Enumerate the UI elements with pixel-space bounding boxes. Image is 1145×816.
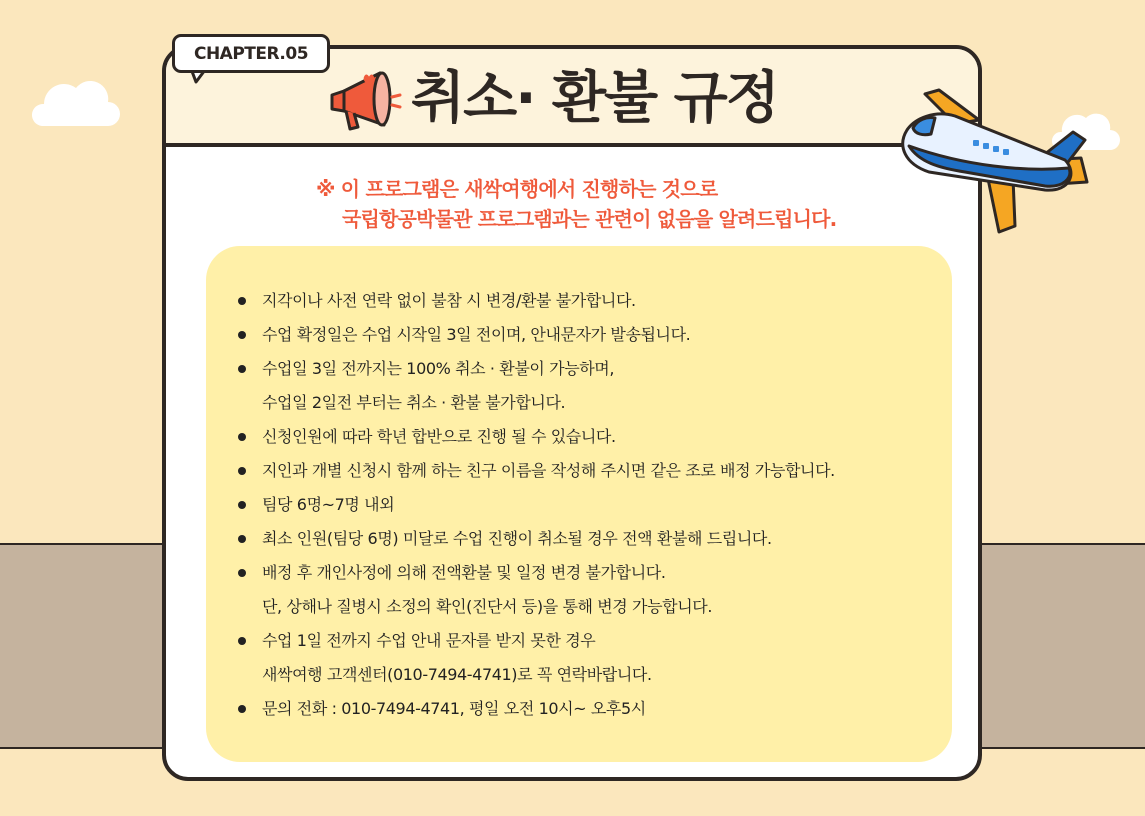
rule-text: 문의 전화 : 010-7494-4741, 평일 오전 10시~ 오후5시 <box>262 699 646 718</box>
airplane-icon <box>895 86 1095 246</box>
notice-line-2: 국립항공박물관 프로그램과는 관련이 없음을 알려드립니다. <box>342 207 837 231</box>
bullet-icon <box>238 535 246 543</box>
notice-text <box>316 174 836 234</box>
rules-box <box>206 246 952 762</box>
bullet-icon <box>238 433 246 441</box>
bullet-icon <box>238 331 246 339</box>
rule-text: 최소 인원(팀당 6명) 미달로 수업 진행이 취소될 경우 전액 환불해 드립니다. <box>262 529 772 548</box>
rule-text: 지인과 개별 신청시 함께 하는 친구 이름을 작성해 주시면 같은 조로 배정 가능합니다. <box>262 461 835 480</box>
rule-text: 배정 후 개인사정에 의해 전액환불 및 일정 변경 불가합니다. <box>262 563 666 582</box>
page-title: 취소· 환불 규정 <box>411 66 778 131</box>
bullet-icon <box>238 637 246 645</box>
rule-text: 팀당 6명~7명 내외 <box>262 495 395 514</box>
rule-text: 수업일 2일전 부터는 취소 · 환불 불가합니다. <box>262 393 566 412</box>
bullet-icon <box>238 569 246 577</box>
rule-item <box>238 352 938 420</box>
rule-text: 지각이나 사전 연락 없이 불참 시 변경/환불 불가합니다. <box>262 291 636 310</box>
cloud-icon <box>28 74 120 128</box>
rule-item <box>238 488 938 522</box>
chapter-tag: CHAPTER.05 <box>172 34 330 73</box>
rule-item <box>238 318 938 352</box>
rule-item <box>238 556 938 624</box>
notice-line-1: ※ 이 프로그램은 새싹여행에서 진행하는 것으로 <box>316 177 718 201</box>
rules-list <box>238 284 938 726</box>
bullet-icon <box>238 297 246 305</box>
rule-text: 수업일 3일 전까지는 100% 취소 · 환불이 가능하며, <box>262 359 615 378</box>
rule-item <box>238 454 938 488</box>
rule-text: 수업 확정일은 수업 시작일 3일 전이며, 안내문자가 발송됩니다. <box>262 325 691 344</box>
rule-text: 단, 상해나 질병시 소정의 확인(진단서 등)을 통해 변경 가능합니다. <box>262 597 713 616</box>
bullet-icon <box>238 467 246 475</box>
rule-text: 신청인원에 따라 학년 합반으로 진행 될 수 있습니다. <box>262 427 616 446</box>
policy-card <box>162 45 982 781</box>
rule-item <box>238 284 938 318</box>
rule-item <box>238 624 938 692</box>
rule-text: 새싹여행 고객센터(010-7494-4741)로 꼭 연락바랍니다. <box>262 665 652 684</box>
bullet-icon <box>238 501 246 509</box>
rule-item <box>238 522 938 556</box>
megaphone-icon <box>324 67 404 137</box>
bullet-icon <box>238 705 246 713</box>
rule-text: 수업 1일 전까지 수업 안내 문자를 받지 못한 경우 <box>262 631 596 650</box>
bullet-icon <box>238 365 246 373</box>
rule-item <box>238 692 938 726</box>
rule-item <box>238 420 938 454</box>
